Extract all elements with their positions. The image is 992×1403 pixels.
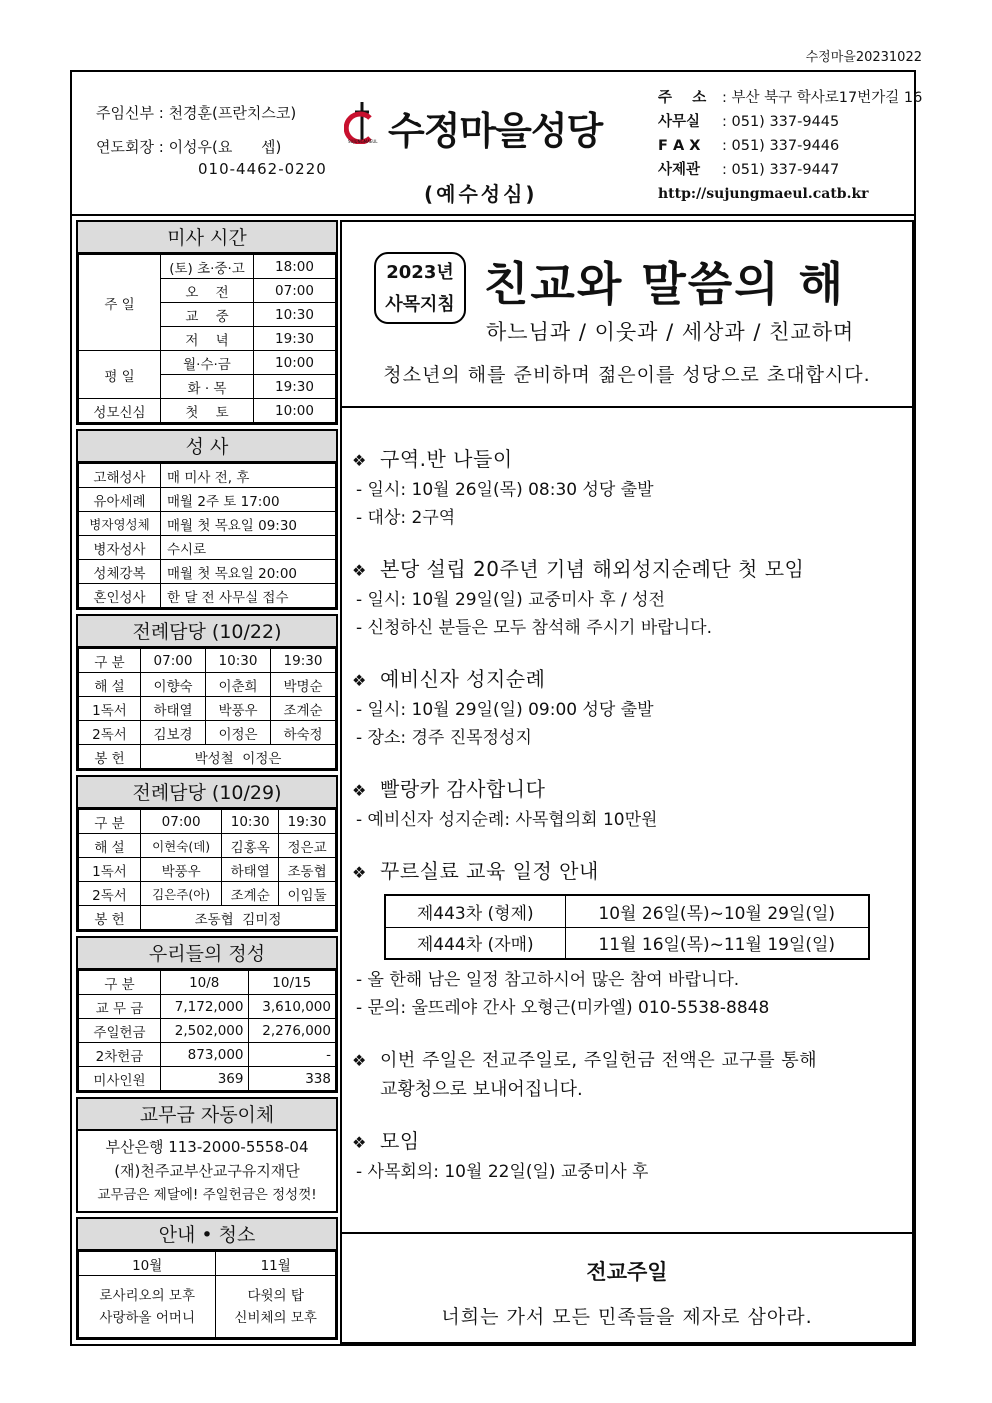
month-label: 10월 xyxy=(79,1252,216,1276)
month-label: 11월 xyxy=(216,1252,336,1276)
left-column xyxy=(76,220,338,1340)
table-cell: 정은교 xyxy=(279,834,336,858)
liturgy-1029-box xyxy=(76,775,338,932)
church-logo xyxy=(344,94,644,154)
offering-type: 주일헌금 xyxy=(79,1019,161,1043)
table-cell: 7,172,000 xyxy=(161,995,249,1019)
cursillo-notice xyxy=(352,856,902,1022)
sacrament-value: 매월 2주 토 17:00 xyxy=(161,488,336,512)
table-header-cell: 19:30 xyxy=(279,810,336,834)
table-header-cell: 07:00 xyxy=(141,649,206,673)
table-header-cell: 07:00 xyxy=(141,810,222,834)
mass-day: 첫 토 xyxy=(161,399,254,423)
mass-times-title: 미사 시간 xyxy=(78,222,336,254)
table-header-cell: 구 분 xyxy=(79,649,141,673)
mass-day: 교 중 xyxy=(161,303,254,327)
offering-type: 2차헌금 xyxy=(79,1043,161,1067)
chair-phone: 010-4462-0220 xyxy=(198,160,327,178)
sacrament-value: 매 미사 전, 후 xyxy=(161,464,336,488)
sacrament-name: 고해성사 xyxy=(79,464,161,488)
role-label: 봉 헌 xyxy=(79,906,141,930)
saturday-devotion-label: 성모신심 xyxy=(79,399,161,423)
session-name: 제444차 (자매) xyxy=(385,927,565,959)
notice-text: 교황청으로 보내어집니다. xyxy=(380,1079,583,1100)
role-label: 해 설 xyxy=(79,673,141,697)
sacrament-name: 성체강복 xyxy=(79,560,161,584)
badge-text: 사목지침 xyxy=(385,294,455,315)
right-column xyxy=(340,220,914,1344)
table-header-cell: 10/8 xyxy=(161,971,249,995)
table-cell: 이향숙 xyxy=(141,673,206,697)
offerings-box xyxy=(76,936,338,1093)
table-cell: 박풍우 xyxy=(141,858,222,882)
role-label: 해 설 xyxy=(79,834,141,858)
notice-text: 이번 주일은 전교주일로, 주일헌금 전액은 교구를 통해 xyxy=(380,1050,818,1071)
table-cell: - xyxy=(248,1043,336,1067)
notice-item xyxy=(352,774,902,834)
cleaning-table xyxy=(78,1251,336,1338)
notice-title: 꾸르실료 교육 일정 안내 xyxy=(380,859,599,883)
notice-line: - 일시: 10월 26일(목) 08:30 성당 출발 xyxy=(356,480,654,500)
pastor-label: 주임신부 xyxy=(96,104,154,122)
fax-label: F A X xyxy=(658,138,701,154)
cleaning-group-cell xyxy=(79,1276,216,1338)
liturgy-1022-table xyxy=(78,648,336,769)
bullet-icon: ❖ xyxy=(352,1133,367,1152)
table-cell: 369 xyxy=(161,1067,249,1091)
table-cell: 김은주(아) xyxy=(141,882,222,906)
cleaning-title: 안내 • 청소 xyxy=(78,1219,336,1251)
mass-time: 10:00 xyxy=(254,351,336,375)
table-cell: 김홍옥 xyxy=(222,834,279,858)
session-dates: 10월 26일(목)~10월 29일(일) xyxy=(565,895,869,927)
sacrament-name: 병자성사 xyxy=(79,536,161,560)
notice-line: - 대상: 2구역 xyxy=(356,508,456,528)
sacraments-table xyxy=(78,463,336,608)
sacraments-box xyxy=(76,429,338,610)
sunday-name: (예수성심) xyxy=(424,182,538,206)
auto-transfer-title: 교무금 자동이체 xyxy=(78,1099,336,1131)
notice-title: 본당 설립 20주년 기념 해외성지순례단 첫 모임 xyxy=(380,557,805,581)
bullet-icon: ❖ xyxy=(352,451,367,470)
sacrament-value: 한 달 전 사무실 접수 xyxy=(161,584,336,608)
session-name: 제443차 (형제) xyxy=(385,895,565,927)
table-cell: 박명순 xyxy=(271,673,336,697)
offering-type: 교 무 금 xyxy=(79,995,161,1019)
notice-title: 모임 xyxy=(380,1129,420,1153)
notice-line: - 장소: 경주 진목정성지 xyxy=(356,728,532,748)
mass-time: 10:00 xyxy=(254,399,336,423)
sacraments-title: 성 사 xyxy=(78,431,336,463)
sacrament-name: 혼인성사 xyxy=(79,584,161,608)
table-cell: 338 xyxy=(248,1067,336,1091)
mass-time: 18:00 xyxy=(254,255,336,279)
bulletin-frame xyxy=(70,70,923,1346)
notice-line: - 올 한해 남은 일정 참고하시어 많은 참여 바랍니다. xyxy=(356,970,740,990)
offering-names: 박성철 이정은 xyxy=(141,745,336,769)
mass-day: (토) 초·중·고 xyxy=(161,255,254,279)
table-cell: 이정은 xyxy=(206,721,271,745)
table-cell: 이현숙(데) xyxy=(141,834,222,858)
role-label: 봉 헌 xyxy=(79,745,141,769)
table-header-cell: 10:30 xyxy=(206,649,271,673)
footer-title: 전교주일 xyxy=(586,1260,668,1284)
rectory-label: 사제관 xyxy=(658,162,701,178)
bullet-icon: ❖ xyxy=(352,1051,367,1070)
sacrament-value: 매월 첫 목요일 20:00 xyxy=(161,560,336,584)
church-cross-icon xyxy=(344,100,380,144)
header-left: 주임신부 : 천경훈(프란치스코) 연도회장 : 이성우(요 셉) 010-4462-0220 xyxy=(96,104,327,178)
mass-time: 19:30 xyxy=(254,327,336,351)
notice-title: 빨랑카 감사합니다 xyxy=(380,777,546,801)
chair-label: 연도회장 xyxy=(96,138,154,156)
weekday-label: 평 일 xyxy=(79,351,161,399)
table-cell: 2,502,000 xyxy=(161,1019,249,1043)
badge-year: 2023년 xyxy=(386,262,454,283)
sunday-label: 주 일 xyxy=(79,255,161,351)
role-label: 2독서 xyxy=(79,882,141,906)
chair-name: 이성우(요 셉) xyxy=(168,138,282,156)
bullet-icon: ❖ xyxy=(352,781,367,800)
mass-day: 화 · 목 xyxy=(161,375,254,399)
mass-time: 07:00 xyxy=(254,279,336,303)
notice-title: 예비신자 성지순례 xyxy=(380,667,546,691)
mission-sunday-notice xyxy=(352,1044,902,1104)
notice-line: - 일시: 10월 29일(일) 09:00 성당 출발 xyxy=(356,700,654,720)
table-cell: 조계순 xyxy=(222,882,279,906)
liturgy-1029-title: 전례담당 (10/29) xyxy=(78,777,336,809)
table-header-cell: 19:30 xyxy=(271,649,336,673)
notice-line: - 일시: 10월 29일(일) 교중미사 후 / 성전 xyxy=(356,590,666,610)
header xyxy=(72,72,923,216)
cursillo-schedule-table xyxy=(384,894,870,960)
liturgy-1022-title: 전례담당 (10/22) xyxy=(78,616,336,648)
document-id: 수정마을20231022 xyxy=(805,50,922,65)
group-name: 신비체의 모후 xyxy=(234,1309,317,1326)
notice-line: - 사목회의: 10월 22일(일) 교중미사 후 xyxy=(356,1162,649,1182)
table-cell: 이춘희 xyxy=(206,673,271,697)
group-name: 사랑하올 어머니 xyxy=(99,1309,195,1326)
table-cell: 2,276,000 xyxy=(248,1019,336,1043)
role-label: 1독서 xyxy=(79,697,141,721)
office-phone: 051) 337-9445 xyxy=(731,114,840,130)
auto-transfer-box xyxy=(76,1097,338,1213)
year-theme-title: 친교와 말씀의 해 xyxy=(484,257,846,311)
liturgy-1022-box xyxy=(76,614,338,771)
notice-line: - 신청하신 분들은 모두 참석해 주시기 바랍니다. xyxy=(356,618,712,638)
offering-names: 조동협 김미정 xyxy=(141,906,336,930)
mission-sunday-footer xyxy=(342,1232,912,1342)
table-cell: 하태열 xyxy=(141,697,206,721)
logo-text: SUJUNGMAEUL xyxy=(348,139,378,144)
table-header-cell: 10/15 xyxy=(248,971,336,995)
table-cell: 이임둘 xyxy=(279,882,336,906)
table-header-cell: 구 분 xyxy=(79,971,161,995)
mass-time: 19:30 xyxy=(254,375,336,399)
sacrament-value: 수시로 xyxy=(161,536,336,560)
role-label: 1독서 xyxy=(79,858,141,882)
mass-day: 월·수·금 xyxy=(161,351,254,375)
notice-title: 구역.반 나들이 xyxy=(380,447,513,471)
church-name: 수정마을성당 xyxy=(388,109,603,153)
notice-line: - 예비신자 성지순례: 사목협의회 10만원 xyxy=(356,810,658,830)
notices xyxy=(352,444,902,1208)
session-dates: 11월 16일(목)~11월 19일(일) xyxy=(565,927,869,959)
transfer-note: 교무금은 제달에! 주일헌금은 정성껏! xyxy=(97,1187,317,1203)
notice-item xyxy=(352,664,902,752)
mass-time: 10:30 xyxy=(254,303,336,327)
sacrament-value: 매월 첫 목요일 09:30 xyxy=(161,512,336,536)
meeting-notice xyxy=(352,1126,902,1186)
pastoral-badge xyxy=(374,252,466,324)
mass-times-table xyxy=(78,254,336,423)
cleaning-box xyxy=(76,1217,338,1340)
pastoral-banner xyxy=(342,222,912,408)
table-cell: 조계순 xyxy=(271,697,336,721)
offerings-table xyxy=(78,970,336,1091)
website-url[interactable]: http://sujungmaeul.catb.kr xyxy=(658,186,869,202)
cleaning-group-cell xyxy=(216,1276,336,1338)
mass-times-box xyxy=(76,220,338,425)
table-header-cell: 10:30 xyxy=(222,810,279,834)
bullet-icon: ❖ xyxy=(352,671,367,690)
bullet-icon: ❖ xyxy=(352,863,367,882)
slogan: 청소년의 해를 준비하며 젊은이를 성당으로 초대합시다. xyxy=(383,364,871,386)
pastor-name: 천경훈(프란치스코) xyxy=(168,104,297,122)
footer-verse: 너희는 가서 모든 민족들을 제자로 삼아라. xyxy=(441,1306,813,1328)
table-cell: 김보경 xyxy=(141,721,206,745)
header-contacts: 주 소 : 부산 북구 학사로17번가길 16 사무실 : 051) 337-9445 F A X : 051) 337-9446 사제관 : 051) 337-9447 http://sujungmaeul.catb.kr xyxy=(658,86,922,206)
table-cell: 하숙정 xyxy=(271,721,336,745)
table-header-cell: 구 분 xyxy=(79,810,141,834)
notice-line: - 문의: 울뜨레야 간사 오형근(미카엘) 010-5538-8848 xyxy=(356,998,770,1018)
sacrament-name: 유아세례 xyxy=(79,488,161,512)
group-name: 로사리오의 모후 xyxy=(99,1287,195,1304)
rectory-phone: 051) 337-9447 xyxy=(731,162,840,178)
table-cell: 하태열 xyxy=(222,858,279,882)
liturgy-1029-table xyxy=(78,809,336,930)
mass-day: 저 녁 xyxy=(161,327,254,351)
sacrament-name: 병자영성체 xyxy=(79,512,161,536)
year-theme-subtitle: 하느님과 / 이웃과 / 세상과 / 친교하며 xyxy=(486,320,855,344)
table-cell: 3,610,000 xyxy=(248,995,336,1019)
bank-account: 부산은행 113-2000-5558-04 xyxy=(105,1138,309,1156)
role-label: 2독서 xyxy=(79,721,141,745)
table-cell: 873,000 xyxy=(161,1043,249,1067)
offering-type: 미사인원 xyxy=(79,1067,161,1091)
auto-transfer-info xyxy=(78,1131,336,1211)
offerings-title: 우리들의 정성 xyxy=(78,938,336,970)
fax-number: 051) 337-9446 xyxy=(731,138,840,154)
office-label: 사무실 xyxy=(658,114,701,130)
group-name: 다윗의 탑 xyxy=(247,1287,304,1304)
bullet-icon: ❖ xyxy=(352,561,367,580)
address-label: 주 소 xyxy=(658,90,707,106)
table-cell: 조동협 xyxy=(279,858,336,882)
table-cell: 박풍우 xyxy=(206,697,271,721)
address: 부산 북구 학사로17번가길 16 xyxy=(731,90,923,106)
mass-day: 오 전 xyxy=(161,279,254,303)
notice-item xyxy=(352,554,902,642)
account-holder: (재)천주교부산교구유지재단 xyxy=(114,1162,300,1180)
notice-item xyxy=(352,444,902,532)
